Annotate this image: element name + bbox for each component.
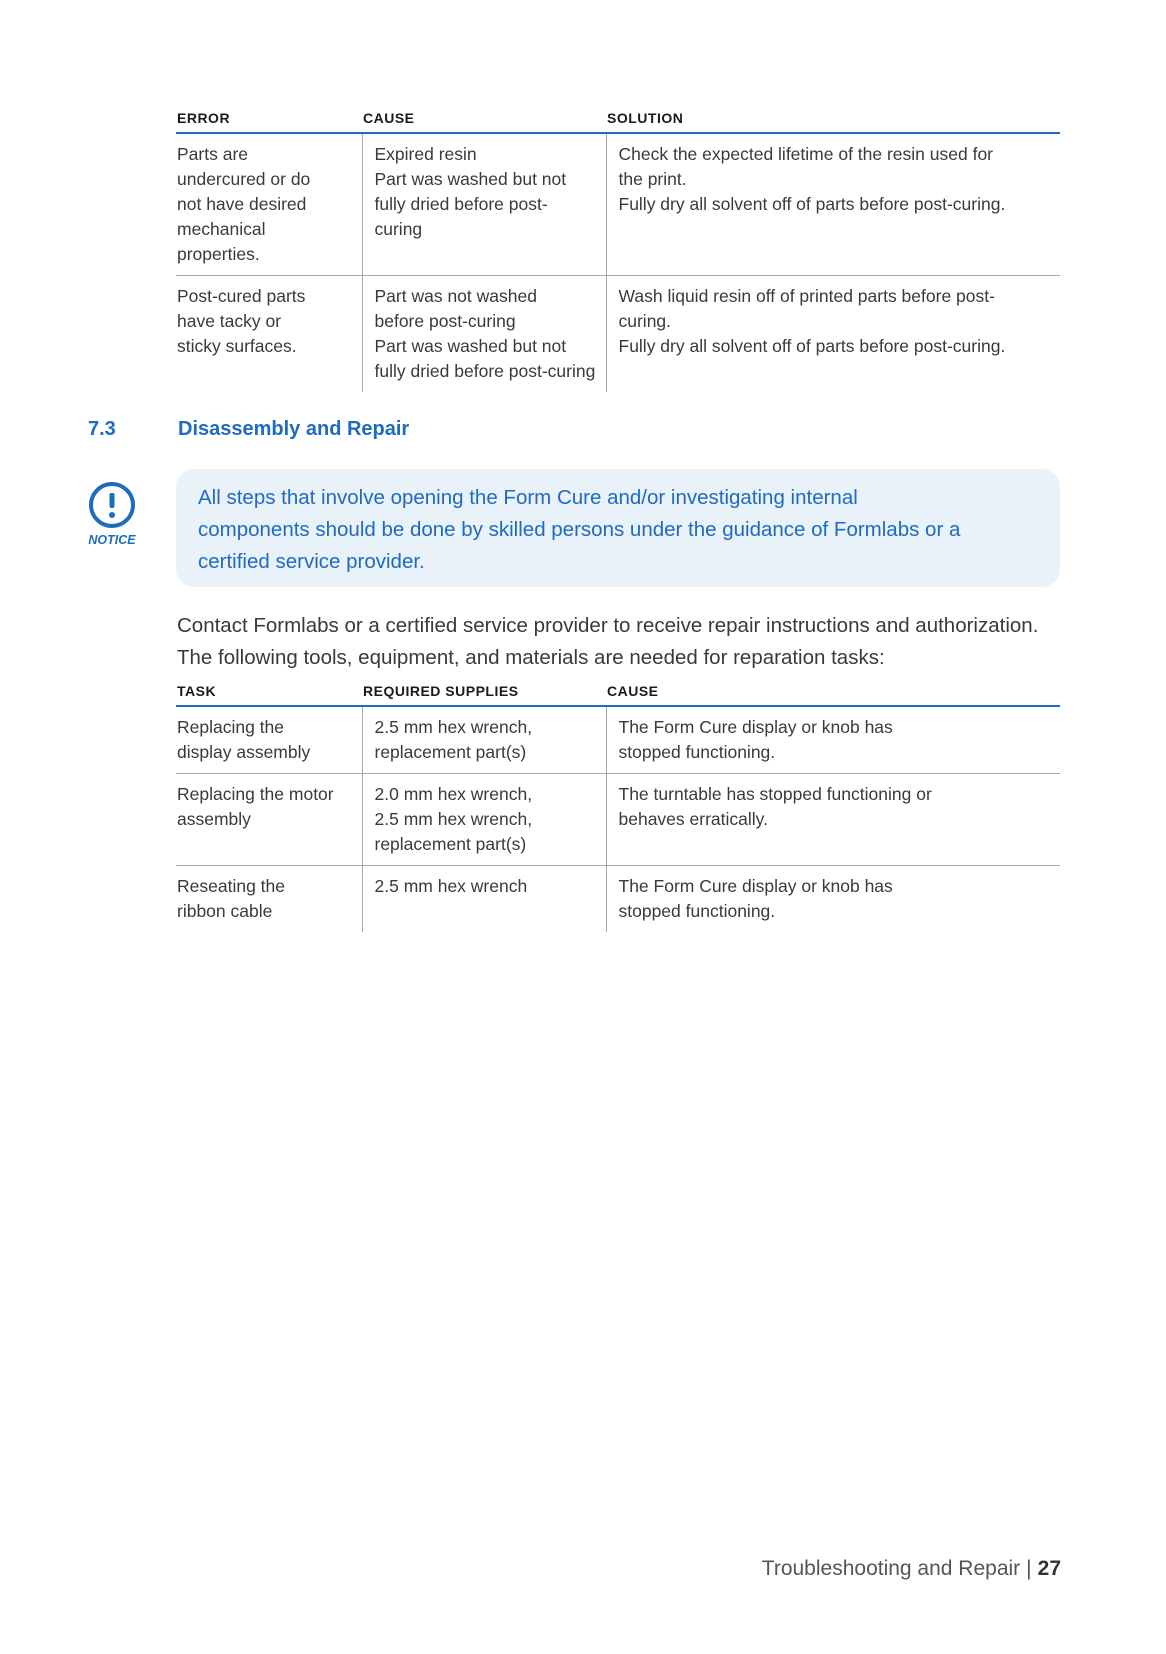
column-header-task: TASK: [176, 681, 362, 706]
footer-separator: |: [1026, 1557, 1032, 1580]
task-cell: Reseating the ribbon cable: [176, 866, 362, 933]
notice-line: components should be done by skilled persons under the guidance of Formlabs or a: [198, 518, 961, 541]
table-header-row: [176, 681, 1060, 706]
task-table: [176, 681, 1060, 932]
error-cell: Post-cured parts have tacky or sticky surfaces.: [176, 276, 362, 393]
supplies-cell: 2.5 mm hex wrench: [362, 866, 606, 933]
table-row: [176, 706, 1060, 774]
intro-line: Contact Formlabs or a certified service provider to receive repair instructions and authorization.: [177, 614, 1039, 637]
column-header-cause: CAUSE: [362, 108, 606, 133]
column-header-solution: SOLUTION: [606, 108, 1060, 133]
table-row: [176, 866, 1060, 933]
notice-label: NOTICE: [88, 533, 136, 547]
section-title: Disassembly and Repair: [178, 418, 410, 440]
page-footer: [762, 1557, 1061, 1581]
error-table: [176, 108, 1060, 392]
supplies-cell: 2.5 mm hex wrench, replacement part(s): [362, 706, 606, 774]
table-row: [176, 276, 1060, 393]
solution-cell: Check the expected lifetime of the resin used for the print. Fully dry all solvent off of parts before post-curing.: [618, 144, 1006, 214]
supplies-cell: 2.0 mm hex wrench, 2.5 mm hex wrench, replacement part(s): [362, 774, 606, 866]
notice-icon: [86, 481, 138, 551]
notice-box: [176, 469, 1060, 587]
table-row: [176, 133, 1060, 276]
table-header-row: [176, 108, 1060, 133]
cause-cell: Expired resin Part was washed but not fully dried before post- curing: [362, 133, 606, 276]
intro-paragraph: [177, 610, 1077, 674]
notice-line: certified service provider.: [198, 550, 425, 573]
cause-cell: The Form Cure display or knob has stopped functioning.: [606, 866, 1060, 933]
cause-cell: Part was not washed before post-curing Part was washed but not fully dried before post-curing: [362, 276, 606, 393]
footer-chapter-title: Troubleshooting and Repair: [761, 1557, 1021, 1580]
cause-cell: The turntable has stopped functioning or behaves erratically.: [606, 774, 1060, 866]
notice-line: All steps that involve opening the Form Cure and/or investigating internal: [198, 486, 858, 509]
task-cell: Replacing the display assembly: [176, 706, 362, 774]
column-header-required-supplies: REQUIRED SUPPLIES: [362, 681, 606, 706]
intro-line: The following tools, equipment, and materials are needed for reparation tasks:: [177, 646, 885, 669]
page-number: 27: [1037, 1557, 1061, 1580]
solution-cell: Wash liquid resin off of printed parts before post- curing. Fully dry all solvent off of parts before post-curing.: [606, 276, 1060, 393]
cause-cell: The Form Cure display or knob has stopped functioning.: [618, 717, 893, 762]
column-header-error: ERROR: [176, 108, 362, 133]
section-number: 7.3: [88, 418, 116, 440]
error-cell: Parts are undercured or do not have desired mechanical properties.: [176, 133, 362, 276]
table-row: [176, 774, 1060, 866]
column-header-cause: CAUSE: [606, 681, 1060, 706]
task-cell: Replacing the motor assembly: [176, 774, 362, 866]
